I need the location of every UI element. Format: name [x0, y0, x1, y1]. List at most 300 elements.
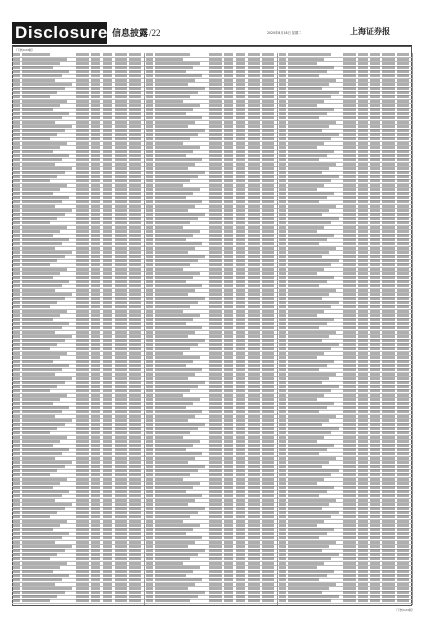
table-cell — [370, 465, 380, 468]
table-cell — [103, 129, 113, 132]
table-cell — [22, 305, 50, 308]
table-cell — [262, 154, 274, 157]
table-cell — [22, 402, 52, 405]
table-cell — [279, 137, 286, 140]
table-cell — [146, 230, 153, 233]
table-cell — [146, 255, 153, 258]
table-cell — [13, 217, 20, 220]
table-cell — [279, 482, 286, 485]
table-cell — [236, 499, 246, 502]
table-cell — [343, 339, 355, 342]
table-cell — [382, 100, 394, 103]
table-cell — [382, 524, 394, 527]
table-cell — [397, 238, 409, 241]
table-cell — [370, 461, 380, 464]
table-cell — [358, 91, 368, 94]
table-cell — [343, 171, 355, 174]
table-cell — [76, 150, 88, 153]
table-cell — [115, 570, 127, 573]
table-cell — [236, 297, 246, 300]
table-cell — [103, 234, 113, 237]
table-cell — [22, 423, 64, 426]
table-cell — [236, 213, 246, 216]
table-cell — [358, 356, 368, 359]
table-cell — [262, 322, 274, 325]
table-cell — [248, 562, 260, 565]
table-cell — [370, 272, 380, 275]
table-cell — [209, 58, 221, 61]
table-cell — [397, 310, 409, 313]
table-cell — [115, 520, 127, 523]
table-cell — [155, 578, 202, 581]
table-cell — [129, 583, 141, 586]
table-cell — [262, 562, 274, 565]
table-cell — [397, 133, 409, 136]
table-cell — [103, 415, 113, 418]
table-cell — [224, 461, 234, 464]
table-cell — [91, 385, 101, 388]
table-cell — [13, 373, 20, 376]
table-cell — [382, 87, 394, 90]
table-cell — [358, 70, 368, 73]
table-cell — [224, 352, 234, 355]
table-cell — [343, 570, 355, 573]
table-cell — [279, 74, 286, 77]
table-cell — [236, 171, 246, 174]
table-cell — [279, 587, 286, 590]
table-cell — [91, 528, 101, 531]
table-cell — [397, 205, 409, 208]
table-cell — [13, 175, 20, 178]
table-cell — [103, 536, 113, 539]
table-cell — [129, 452, 141, 455]
table-cell — [382, 591, 394, 594]
table-cell — [236, 394, 246, 397]
table-cell — [358, 112, 368, 115]
table-cell — [370, 154, 380, 157]
table-cell — [279, 473, 286, 476]
table-cell — [103, 494, 113, 497]
table-cell — [224, 373, 234, 376]
table-cell — [382, 125, 394, 128]
table-cell — [343, 104, 355, 107]
table-cell — [91, 62, 101, 65]
table-cell — [129, 591, 141, 594]
table-cell — [209, 192, 221, 195]
table-cell — [13, 87, 20, 90]
table-cell — [209, 255, 221, 258]
table-cell — [209, 587, 221, 590]
table-cell — [224, 74, 234, 77]
table-cell — [370, 213, 380, 216]
table-cell — [91, 289, 101, 292]
table-cell — [129, 83, 141, 86]
table-cell — [115, 276, 127, 279]
table-cell — [248, 461, 260, 464]
table-cell — [288, 520, 324, 523]
table-row — [278, 599, 412, 604]
table-cell — [397, 129, 409, 132]
table-cell — [397, 368, 409, 371]
table-cell — [103, 511, 113, 514]
table-cell — [288, 394, 324, 397]
table-cell — [370, 125, 380, 128]
table-cell — [115, 326, 127, 329]
table-cell — [115, 179, 127, 182]
table-cell — [115, 457, 127, 460]
table-cell — [155, 83, 188, 86]
table-cell — [13, 356, 20, 359]
table-cell — [248, 196, 260, 199]
table-cell — [370, 473, 380, 476]
table-cell — [129, 377, 141, 380]
table-cell — [155, 284, 202, 287]
table-cell — [76, 297, 88, 300]
table-cell — [13, 284, 20, 287]
table-cell — [248, 431, 260, 434]
table-cell — [146, 263, 153, 266]
table-cell — [248, 242, 260, 245]
table-cell — [209, 116, 221, 119]
table-cell — [358, 511, 368, 514]
table-cell — [370, 553, 380, 556]
table-cell — [13, 398, 20, 401]
table-cell — [91, 322, 101, 325]
table-cell — [358, 293, 368, 296]
table-cell — [76, 591, 88, 594]
table-cell — [76, 473, 88, 476]
table-cell — [236, 528, 246, 531]
table-cell — [13, 503, 20, 506]
table-cell — [76, 595, 88, 598]
table-cell — [262, 230, 274, 233]
table-cell — [22, 599, 50, 602]
table-cell — [22, 545, 71, 548]
table-cell — [343, 452, 355, 455]
table-cell — [129, 112, 141, 115]
table-cell — [115, 314, 127, 317]
table-cell — [343, 242, 355, 245]
table-cell — [262, 494, 274, 497]
table-cell — [279, 356, 286, 359]
table-cell — [382, 268, 394, 271]
table-cell — [155, 599, 190, 602]
table-cell — [155, 108, 193, 111]
table-cell — [22, 347, 50, 350]
table-cell — [262, 473, 274, 476]
table-cell — [370, 230, 380, 233]
table-cell — [103, 179, 113, 182]
table-cell — [343, 461, 355, 464]
table-cell — [224, 213, 234, 216]
table-cell — [91, 566, 101, 569]
table-cell — [91, 557, 101, 560]
table-cell — [115, 171, 127, 174]
table-cell — [288, 360, 333, 363]
table-cell — [146, 62, 153, 65]
table-cell — [236, 154, 246, 157]
table-cell — [262, 368, 274, 371]
table-cell — [248, 557, 260, 560]
table-cell — [236, 133, 246, 136]
table-cell — [22, 410, 62, 413]
table-cell — [358, 242, 368, 245]
table-cell — [115, 385, 127, 388]
table-cell — [155, 457, 195, 460]
table-cell — [155, 532, 185, 535]
table-cell — [343, 557, 355, 560]
table-cell — [224, 268, 234, 271]
table-cell — [115, 53, 127, 56]
table-cell — [382, 213, 394, 216]
table-cell — [129, 297, 141, 300]
table-cell — [155, 167, 188, 170]
table-cell — [13, 305, 20, 308]
table-cell — [22, 419, 71, 422]
table-cell — [279, 192, 286, 195]
table-cell — [129, 410, 141, 413]
table-cell — [91, 356, 101, 359]
table-cell — [22, 289, 55, 292]
table-cell — [248, 104, 260, 107]
table-cell — [91, 221, 101, 224]
table-column-3 — [278, 53, 413, 605]
table-cell — [288, 158, 319, 161]
table-cell — [382, 255, 394, 258]
table-cell — [397, 255, 409, 258]
table-cell — [115, 587, 127, 590]
table-cell — [397, 146, 409, 149]
table-cell — [397, 167, 409, 170]
table-cell — [358, 482, 368, 485]
table-cell — [13, 377, 20, 380]
table-cell — [236, 511, 246, 514]
table-cell — [343, 482, 355, 485]
table-cell — [146, 125, 153, 128]
table-cell — [22, 142, 67, 145]
table-cell — [91, 339, 101, 342]
table-cell — [91, 129, 101, 132]
table-cell — [397, 200, 409, 203]
table-cell — [91, 347, 101, 350]
table-cell — [155, 70, 185, 73]
table-cell — [397, 66, 409, 69]
table-cell — [91, 234, 101, 237]
table-cell — [397, 423, 409, 426]
table-cell — [279, 293, 286, 296]
table-cell — [76, 331, 88, 334]
table-cell — [358, 310, 368, 313]
table-cell — [22, 167, 71, 170]
table-cell — [262, 335, 274, 338]
table-cell — [115, 402, 127, 405]
table-cell — [224, 377, 234, 380]
table-cell — [262, 213, 274, 216]
table-cell — [209, 415, 221, 418]
table-cell — [129, 167, 141, 170]
table-cell — [209, 368, 221, 371]
table-cell — [209, 352, 221, 355]
table-cell — [248, 570, 260, 573]
table-cell — [370, 163, 380, 166]
table-cell — [279, 133, 286, 136]
table-cell — [146, 213, 153, 216]
table-cell — [279, 83, 286, 86]
table-cell — [288, 95, 331, 98]
table-cell — [76, 415, 88, 418]
table-cell — [370, 524, 380, 527]
table-cell — [248, 444, 260, 447]
table-cell — [115, 343, 127, 346]
table-cell — [279, 553, 286, 556]
table-cell — [115, 574, 127, 577]
table-cell — [76, 251, 88, 254]
table-cell — [13, 158, 20, 161]
table-cell — [397, 268, 409, 271]
table-cell — [76, 335, 88, 338]
table-cell — [370, 583, 380, 586]
table-cell — [262, 347, 274, 350]
table-cell — [397, 158, 409, 161]
table-cell — [370, 541, 380, 544]
table-cell — [343, 116, 355, 119]
table-cell — [236, 398, 246, 401]
table-cell — [236, 436, 246, 439]
table-cell — [22, 83, 71, 86]
table-cell — [358, 553, 368, 556]
table-cell — [236, 83, 246, 86]
table-cell — [13, 192, 20, 195]
table-cell — [115, 247, 127, 250]
table-cell — [22, 104, 60, 107]
table-cell — [358, 478, 368, 481]
table-cell — [262, 599, 274, 602]
table-cell — [370, 192, 380, 195]
table-cell — [155, 331, 195, 334]
table-cell — [155, 415, 195, 418]
table-cell — [103, 192, 113, 195]
table-cell — [115, 423, 127, 426]
table-cell — [343, 398, 355, 401]
table-cell — [103, 452, 113, 455]
table-cell — [279, 125, 286, 128]
table-cell — [155, 347, 190, 350]
table-cell — [397, 58, 409, 61]
table-cell — [288, 541, 336, 544]
table-cell — [248, 247, 260, 250]
table-cell — [209, 553, 221, 556]
table-cell — [370, 209, 380, 212]
table-cell — [248, 402, 260, 405]
table-cell — [224, 79, 234, 82]
table-cell — [129, 171, 141, 174]
table-cell — [224, 549, 234, 552]
table-cell — [343, 410, 355, 413]
table-cell — [146, 352, 153, 355]
table-cell — [115, 209, 127, 212]
table-cell — [288, 524, 316, 527]
table-cell — [397, 360, 409, 363]
table-cell — [262, 373, 274, 376]
table-cell — [358, 373, 368, 376]
table-cell — [262, 478, 274, 481]
table-cell — [91, 280, 101, 283]
table-cell — [288, 121, 336, 124]
table-cell — [76, 58, 88, 61]
table-cell — [155, 402, 193, 405]
table-cell — [209, 83, 221, 86]
table-cell — [370, 469, 380, 472]
table-cell — [155, 209, 188, 212]
table-cell — [146, 368, 153, 371]
table-cell — [358, 599, 368, 602]
table-cell — [288, 486, 333, 489]
table-cell — [288, 549, 321, 552]
table-cell — [343, 574, 355, 577]
table-cell — [13, 343, 20, 346]
table-cell — [279, 66, 286, 69]
table-cell — [146, 511, 153, 514]
table-cell — [224, 167, 234, 170]
table-cell — [236, 377, 246, 380]
table-cell — [370, 503, 380, 506]
table-cell — [279, 599, 286, 602]
table-cell — [236, 331, 246, 334]
table-cell — [382, 574, 394, 577]
table-cell — [22, 578, 62, 581]
table-cell — [146, 490, 153, 493]
table-cell — [288, 251, 329, 254]
table-cell — [22, 595, 57, 598]
table-cell — [343, 301, 355, 304]
table-cell — [382, 339, 394, 342]
table-cell — [288, 347, 331, 350]
table-cell — [358, 574, 368, 577]
table-cell — [146, 79, 153, 82]
table-cell — [146, 276, 153, 279]
table-cell — [236, 137, 246, 140]
table-cell — [146, 377, 153, 380]
table-cell — [13, 263, 20, 266]
table-cell — [76, 167, 88, 170]
table-cell — [115, 591, 127, 594]
table-cell — [343, 167, 355, 170]
table-cell — [103, 205, 113, 208]
table-cell — [146, 394, 153, 397]
table-cell — [209, 591, 221, 594]
table-cell — [91, 184, 101, 187]
table-cell — [248, 251, 260, 254]
table-cell — [262, 541, 274, 544]
table-cell — [358, 259, 368, 262]
table-cell — [382, 133, 394, 136]
table-cell — [129, 431, 141, 434]
table-cell — [146, 482, 153, 485]
table-cell — [288, 226, 324, 229]
table-cell — [288, 595, 338, 598]
table-cell — [262, 444, 274, 447]
table-cell — [129, 339, 141, 342]
table-cell — [262, 66, 274, 69]
table-cell — [236, 335, 246, 338]
table-cell — [262, 167, 274, 170]
table-cell — [209, 326, 221, 329]
table-cell — [397, 121, 409, 124]
table-cell — [279, 167, 286, 170]
table-cell — [370, 335, 380, 338]
table-cell — [236, 104, 246, 107]
table-cell — [397, 112, 409, 115]
